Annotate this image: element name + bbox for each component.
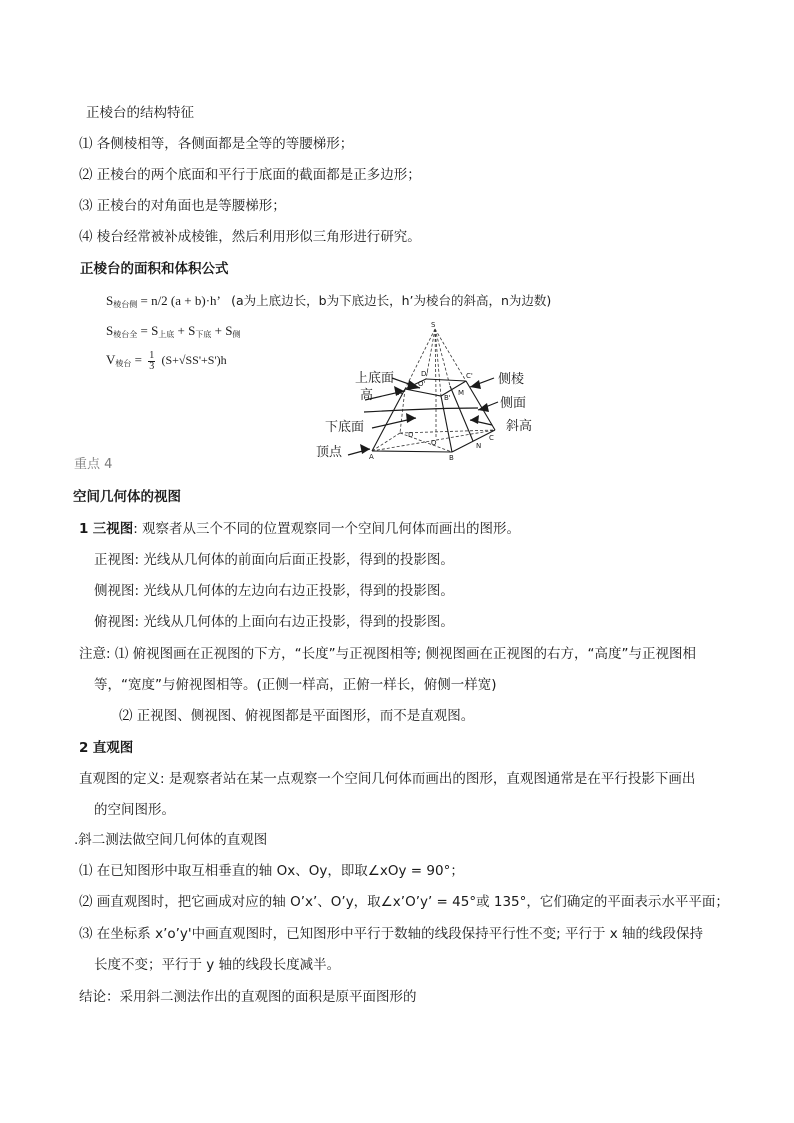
formula-body: (S+√SS'+S')h — [161, 353, 227, 367]
step-line: ⑶ 在坐标系 x’o’y'中画直观图时，已知图形中平行于数轴的线段保持平行性不变; 平行于 x 轴的线段保持 — [79, 926, 704, 942]
item-three-views — [79, 520, 520, 538]
formula-symbol: S — [106, 323, 114, 338]
label-height: 高 — [360, 388, 374, 403]
definition-line: 直观图的定义: 是观察者站在某一点观察一个空间几何体而画出的图形，直观图通常是在平行投影下画出 — [79, 771, 696, 787]
section-title-formulas: 正棱台的面积和体积公式 — [80, 261, 229, 277]
section-title-structure: 正棱台的结构特征 — [86, 105, 194, 121]
label-top-base: 上底面 — [355, 371, 395, 386]
oblique-method-title: .斜二测法做空间几何体的直观图 — [74, 832, 268, 848]
formula-volume — [106, 350, 227, 374]
label-bottom-base: 下底面 — [325, 420, 365, 435]
view-definition: 正视图: 光线从几何体的前面向后面正投影，得到的投影图。 — [94, 552, 454, 568]
formula-subscript: 侧 — [232, 330, 241, 339]
formula-total-area — [106, 322, 240, 344]
formula-rhs: = n/2 (a + b)·h’ — [140, 293, 220, 308]
note-line: ⑵ 正视图、侧视图、俯视图都是平面图形，而不是直观图。 — [119, 708, 475, 724]
step-line: ⑵ 画直观图时，把它画成对应的轴 O’x’、O’y，取∠x’O’y’ = 45°或 135°，它们确定的平面表示水平平面； — [79, 894, 729, 910]
list-item: ⑵ 正棱台的两个底面和平行于底面的截面都是正多边形； — [79, 167, 421, 183]
formula-subscript: 上底 — [158, 330, 175, 339]
note-line: 注意: ⑴ 俯视图画在正视图的下方，“长度”与正视图相等; 侧视图画在正视图的右方，“高度”与正视图相 — [79, 646, 696, 662]
list-item: ⑴ 各侧棱相等，各侧面都是全等的等腰梯形； — [79, 136, 354, 152]
frustum-diagram — [300, 316, 550, 464]
list-item: ⑷ 棱台经常被补成棱锥，然后利用形似三角形进行研究。 — [79, 229, 421, 245]
apex-dashed-edges — [372, 329, 495, 452]
point-label: A — [369, 453, 374, 461]
item-direct-view — [79, 739, 133, 757]
list-item: ⑶ 正棱台的对角面也是等腰梯形； — [79, 198, 286, 214]
item-heading: 直观图 — [92, 740, 134, 756]
formula-part: = — [131, 352, 146, 367]
definition-line: 的空间图形。 — [94, 802, 175, 818]
item-number: 1 — [79, 521, 89, 537]
formula-subscript: 棱台全 — [113, 330, 138, 339]
formula-symbol: S — [106, 293, 114, 308]
formula-part: = S — [137, 323, 159, 338]
section-title-views: 空间几何体的视图 — [73, 489, 181, 505]
item-heading: 三视图 — [92, 521, 134, 537]
fraction-numerator: 1 — [149, 349, 155, 361]
point-label: D' — [421, 370, 429, 378]
conclusion-line: 结论：采用斜二测法作出的直观图的面积是原平面图形的 — [79, 989, 417, 1005]
formula-lateral-area — [106, 292, 551, 314]
formula-subscript: 棱台侧 — [113, 300, 138, 309]
point-label: N — [476, 442, 482, 450]
label-slant-height: 斜高 — [506, 419, 533, 434]
item-number: 2 — [79, 740, 89, 756]
note-line: 等，“宽度”与俯视图相等。(正侧一样高，正俯一样长，俯侧一样宽) — [94, 677, 497, 693]
section-marker: 重点 4 — [74, 457, 113, 472]
point-label: A' — [398, 389, 405, 397]
label-lateral-face: 侧面 — [500, 396, 527, 411]
formula-part: + S — [211, 323, 233, 338]
point-labels — [369, 321, 494, 462]
formula-subscript: 下底 — [195, 330, 212, 339]
formula-symbol: V — [106, 352, 116, 367]
formula-note: (a为上底边长，b为下底边长，h’为棱台的斜高，n为边数) — [231, 293, 552, 308]
formula-part: + S — [174, 323, 196, 338]
fraction — [148, 351, 155, 372]
point-label: B' — [444, 394, 451, 402]
point-label: B — [449, 454, 454, 462]
formula-subscript: 棱台 — [115, 359, 132, 368]
view-definition: 侧视图: 光线从几何体的左边向右边正投影，得到的投影图。 — [94, 583, 454, 599]
point-label: O — [431, 439, 437, 447]
step-line: 长度不变；平行于 y 轴的线段长度减半。 — [94, 957, 341, 973]
label-lateral-edge: 侧棱 — [498, 372, 525, 387]
fraction-denominator: 3 — [149, 360, 155, 372]
label-vertex: 顶点 — [316, 445, 343, 460]
point-label: C — [489, 434, 494, 442]
step-line: ⑴ 在已知图形中取互相垂直的轴 Ox、Oy，即取∠xOy = 90°； — [79, 863, 464, 879]
point-label: D — [408, 431, 414, 439]
point-label: O' — [418, 380, 426, 388]
point-label: S — [431, 321, 436, 329]
view-definition: 俯视图: 光线从几何体的上面向右边正投影，得到的投影图。 — [94, 614, 454, 630]
point-label: C' — [466, 372, 473, 380]
item-text: : 观察者从三个不同的位置观察同一个空间几何体而画出的图形。 — [133, 521, 521, 537]
point-label: M — [458, 389, 465, 397]
